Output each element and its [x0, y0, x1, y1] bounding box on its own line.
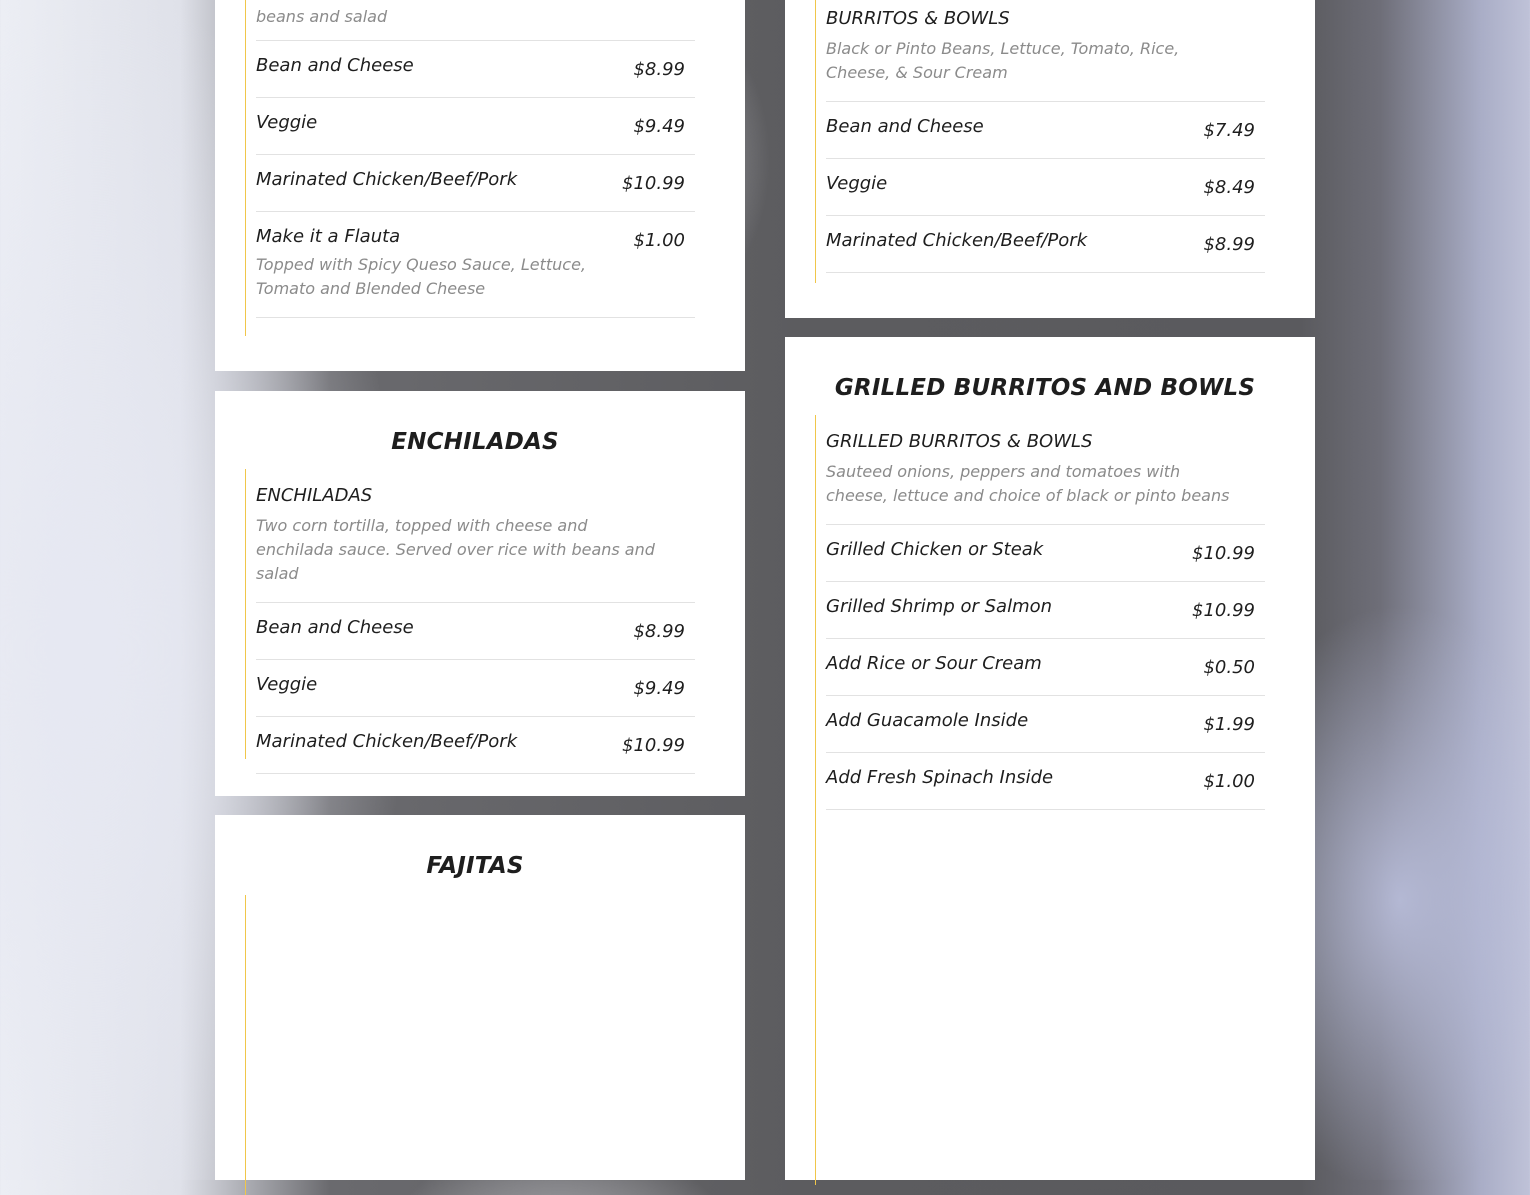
item-price: $1.00: [633, 230, 685, 251]
menu-panel-enchiladas: [215, 391, 745, 796]
item-name: Add Rice or Sour Cream: [826, 653, 1042, 674]
item-name: Grilled Shrimp or Salmon: [826, 596, 1053, 617]
menu-section: [815, 415, 1275, 1185]
menu-item: [826, 696, 1265, 753]
item-name: Grilled Chicken or Steak: [826, 539, 1044, 560]
menu-item: [256, 717, 695, 774]
section-description: Sauteed onions, peppers and tomatoes with cheese, lettuce and choice of black or pinto beans: [826, 462, 1230, 505]
item-name: Veggie: [256, 674, 318, 695]
item-name: Add Fresh Spinach Inside: [826, 767, 1054, 788]
item-price: $8.99: [633, 621, 685, 642]
item-price: $0.50: [1203, 657, 1255, 678]
item-name: Marinated Chicken/Beef/Pork: [826, 230, 1088, 251]
menu-panel-grilled-burritos: [785, 337, 1315, 1180]
menu-item: [256, 660, 695, 717]
item-name: Make it a Flauta: [256, 226, 401, 247]
menu-item: [826, 525, 1265, 582]
item-name: Veggie: [256, 112, 318, 133]
menu-item: [826, 753, 1265, 810]
item-price: $8.49: [1203, 177, 1255, 198]
menu-item: [256, 212, 695, 318]
section-header: [826, 0, 1265, 102]
section-description: Black or Pinto Beans, Lettuce, Tomato, Rice, Cheese, & Sour Cream: [826, 39, 1180, 82]
section-description: beans and salad: [256, 7, 388, 26]
menu-item: [256, 41, 695, 98]
section-name: BURRITOS & BOWLS: [826, 8, 1010, 29]
item-name: Marinated Chicken/Beef/Pork: [256, 731, 518, 752]
menu-item: [256, 603, 695, 660]
menu-item: [826, 639, 1265, 696]
item-price: $7.49: [1203, 120, 1255, 141]
item-name: Bean and Cheese: [256, 55, 414, 76]
menu-item: [256, 98, 695, 155]
item-price: $10.99: [1192, 543, 1255, 564]
item-name: Veggie: [826, 173, 888, 194]
item-name: Bean and Cheese: [826, 116, 984, 137]
menu-panel-fajitas: [215, 815, 745, 1180]
item-price: $10.99: [622, 173, 685, 194]
menu-section: [245, 0, 705, 336]
menu-item: [256, 155, 695, 212]
item-price: $8.99: [633, 59, 685, 80]
panel-title: ENCHILADAS: [391, 429, 559, 455]
menu-section: [245, 895, 705, 1195]
menu-section: [815, 0, 1275, 283]
menu-item: [826, 216, 1265, 273]
panel-title: GRILLED BURRITOS AND BOWLS: [834, 375, 1256, 401]
menu-item: [826, 159, 1265, 216]
item-price: $1.99: [1203, 714, 1255, 735]
item-price: $8.99: [1203, 234, 1255, 255]
item-name: Add Guacamole Inside: [826, 710, 1029, 731]
section-header: [256, 469, 695, 603]
item-price: $9.49: [633, 678, 685, 699]
menu-panel-burritos: [785, 0, 1315, 318]
section-name: GRILLED BURRITOS & BOWLS: [826, 431, 1093, 452]
section-name: ENCHILADAS: [256, 485, 373, 506]
item-price: $10.99: [622, 735, 685, 756]
panel-title: FAJITAS: [426, 853, 524, 879]
item-price: $1.00: [1203, 771, 1255, 792]
item-price: $9.49: [633, 116, 685, 137]
menu-item: [826, 582, 1265, 639]
item-description: Topped with Spicy Queso Sauce, Lettuce, Tomato and Blended Cheese: [256, 255, 586, 298]
item-name: Bean and Cheese: [256, 617, 414, 638]
item-name: Marinated Chicken/Beef/Pork: [256, 169, 518, 190]
menu-panel-tacos-continued: [215, 0, 745, 371]
section-header: [826, 415, 1265, 525]
menu-item: [826, 102, 1265, 159]
menu-section: [245, 469, 705, 759]
section-description: Two corn tortilla, topped with cheese and enchilada sauce. Served over rice with beans and salad: [256, 516, 655, 583]
item-price: $10.99: [1192, 600, 1255, 621]
